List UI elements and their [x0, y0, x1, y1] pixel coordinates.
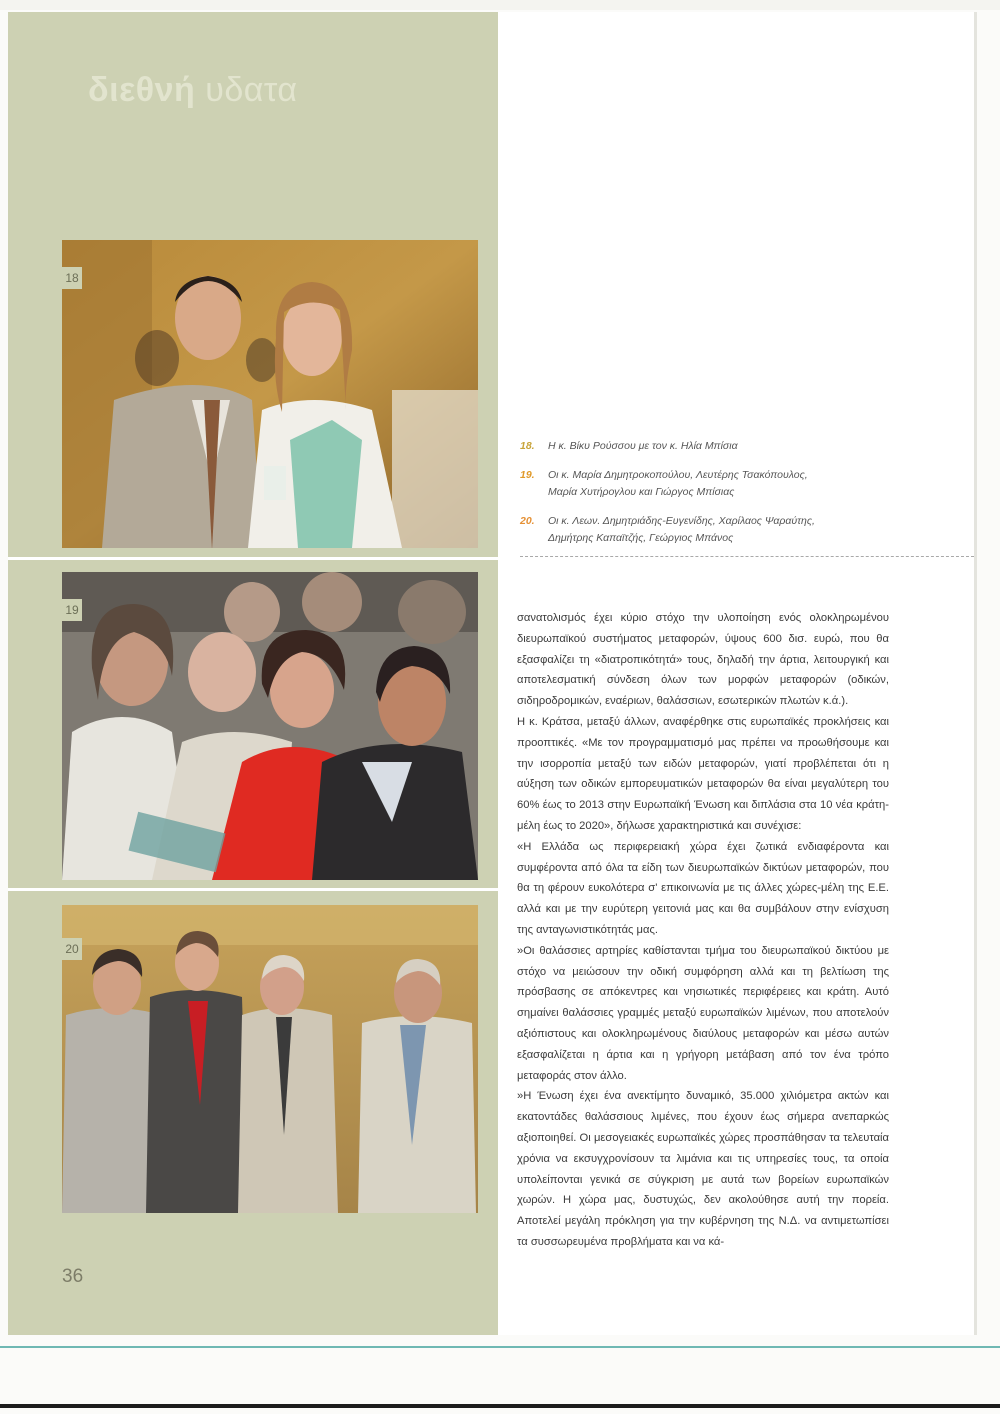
caption-text: Οι κ. Μαρία Δημητροκοπούλου, Λευτέρης Τσακόπουλος, Μαρία Χυτήρογλου και Γιώργος Μπίσιας: [548, 469, 808, 498]
bottom-teal-rule: [0, 1346, 1000, 1348]
photo-19: [62, 572, 478, 880]
caption-18: [520, 438, 820, 455]
body-paragraph: Η κ. Κράτσα, μεταξύ άλλων, αναφέρθηκε στις ευρωπαϊκές προκλήσεις και προοπτικές. «Με τον προγραμματισμό μας πρέπει να προωθήσουμε και την ισορροπία μεταξύ των ειδών μεταφορών, γιατί προβλέπεται ότι η αύξηση των οδικών εμπορευματικών μεταφορών θα είναι μεγαλύτερη του 60% έως το 2013 στην Ευρωπαϊκή Ένωση και διπλάσια στα 10 νέα κράτη-μέλη έως το 2020», δήλωσε χαρακτηριστικά και συνέχισε:: [517, 715, 889, 832]
body-paragraph: »Η Ένωση έχει ένα ανεκτίμητο δυναμικό, 35.000 χιλιόμετρα ακτών και εκατοντάδες θαλάσσιους λιμένες, που έχουν έως σήμερα ανεπαρκώς αξιοποιηθεί. Οι μεσογειακές ευρωπαϊκές χώρες προσπάθησαν τα τελευταία χρόνια να εκσυγχρονίσουν τα λιμάνια και τις υπηρεσίες τους, τα οποία υπολείπονται γενικά σε σύγκριση με αυτά των βορείων ευρωπαϊκών χωρών. Η χώρα μας, δυστυχώς, δεν ακολούθησε αυτή την πορεία. Αποτελεί μεγάλη πρόκληση για την κυβέρνηση της Ν.Δ. να αντιμετωπίσει τα συσσωρευμένα προβλήματα και να κά-: [517, 1090, 889, 1248]
photo-badge: 19: [62, 599, 82, 621]
caption-19: [520, 467, 820, 501]
body-paragraph: »Οι θαλάσσιες αρτηρίες καθίστανται τμήμα του διευρωπαϊκού δικτύου με στόχο να μειώσουν την οδική συμφόρηση αλλά και τη βελτίωση της πρόσβασης σε απόκεντρες και νησιωτικές περιφέρειες και κράτη. Αυτό σημαίνει θαλάσσιες γραμμές μεταξύ ευρωπαϊκών λιμένων, που αποτελούν αξιόπιστους και ολοκληρωμένους διαύλους μεταφορών και μέσω αυτών εξασφαλίζεται η άρτια και η γρήγορη μετάβαση από τον ένα τρόπο μεταφοράς στον άλλο.: [517, 944, 889, 1082]
photo-badge: 18: [62, 267, 82, 289]
photo-20-image: [62, 905, 478, 1213]
caption-number: 19.: [520, 469, 535, 481]
caption-text: Η κ. Βίκυ Ρούσσου με τον κ. Ηλία Μπίσια: [548, 440, 738, 452]
section-title: [88, 70, 298, 110]
caption-number: 18.: [520, 440, 535, 452]
page-fold: [974, 12, 977, 1335]
caption-divider: [520, 556, 974, 558]
section-title-light: υδατα: [205, 71, 298, 109]
photo-20: [62, 905, 478, 1213]
article-body: [517, 608, 889, 1253]
photo-captions: [520, 438, 820, 559]
photo-18-image: [62, 240, 478, 548]
photo-19-image: [62, 572, 478, 880]
photo-badge: 20: [62, 938, 82, 960]
section-title-bold: διεθνή: [88, 71, 196, 109]
photo-divider: [8, 888, 498, 891]
scan-edge: [0, 0, 1000, 10]
photo-divider: [8, 557, 498, 560]
photo-18: [62, 240, 478, 548]
body-paragraph: «Η Ελλάδα ως περιφερειακή χώρα έχει ζωτικά ενδιαφέροντα και συμφέροντα από όλα τα είδη των διευρωπαϊκών δικτύων μεταφορών, που θα τη φέρουν ευκολότερα σ' επικοινωνία με τις άλλες χώρες-μέλη της Ε.Ε. αλλά και με την ευρύτερη γειτονιά μας και θα συμβάλουν στην ενίσχυση της ανταγωνιστικότητάς μας.: [517, 840, 889, 936]
page-number: 36: [62, 1266, 84, 1287]
caption-text: Οι κ. Λεων. Δημητριάδης-Ευγενίδης, Χαρίλαος Ψαραύτης, Δημήτρης Καπαϊτζής, Γεώργιος Μπάνος: [548, 515, 815, 544]
caption-20: [520, 513, 820, 547]
body-paragraph: σανατολισμός έχει κύριο στόχο την υλοποίηση ενός ολοκληρωμένου διευρωπαϊκού συστήματος μεταφορών, ύψους 600 δισ. ευρώ, που θα εξασφαλίζει τη «διατροπικότητά» τους, δηλαδή την άρτια, λειτουργική και αποτελεσματική σύνδεση όλων των μορφών μεταφορών (οδικών, σιδηροδρομικών, εναέριων, θαλάσσιων, εσωτερικών πλωτών κ.ά.).: [517, 612, 889, 708]
caption-number: 20.: [520, 515, 535, 527]
bottom-dark-rule: [0, 1404, 1000, 1408]
